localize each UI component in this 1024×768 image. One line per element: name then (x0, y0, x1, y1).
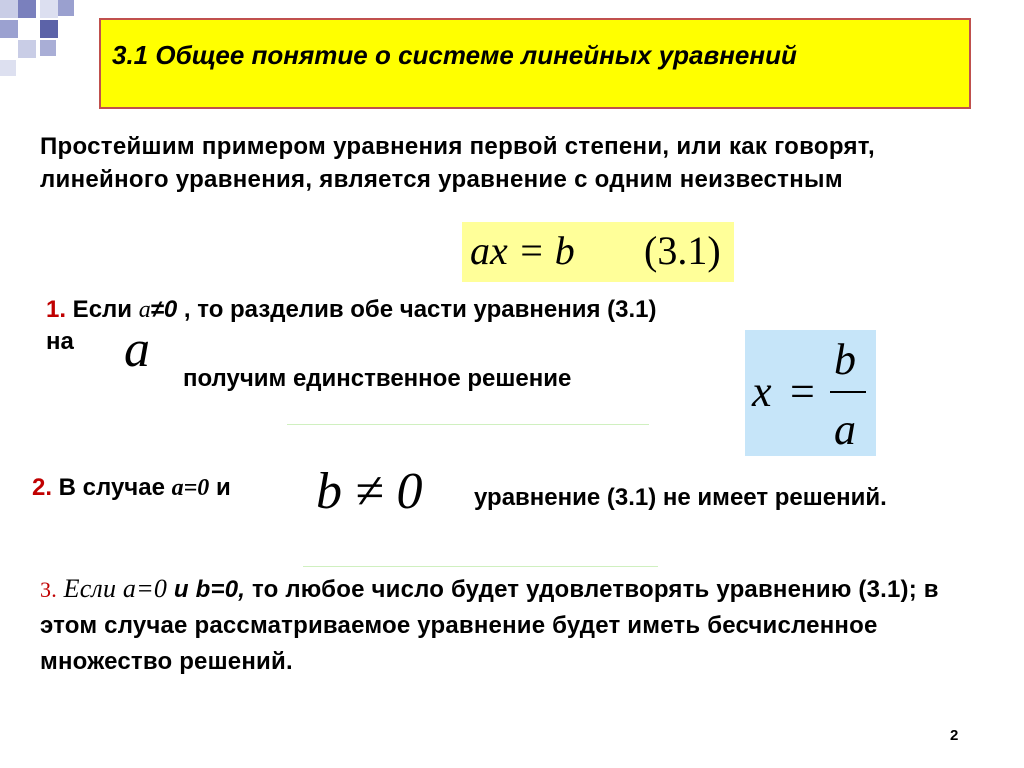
item-3-text-a: Если (56, 574, 123, 603)
equation-main: ax = b (470, 228, 575, 273)
equation-number: (3.1) (644, 228, 721, 273)
item-1-result: получим единственное решение (183, 365, 572, 392)
fraction-bar (830, 391, 866, 393)
item-2-number: 2. (32, 474, 53, 501)
item-3-number: 3. (40, 577, 57, 602)
item-1-line2: на (46, 328, 74, 355)
item-2-math: b ≠ 0 (316, 463, 423, 520)
intro-paragraph: Простейшим примером уравнения первой степени, или как говорят, линейного уравнения, является уравнение с одним неизвестным (40, 133, 875, 193)
item-1-big-var: a (124, 321, 150, 378)
formula-equals: = (790, 367, 815, 416)
item-1-var-a: a (138, 297, 151, 323)
item-2-cond: a=0 (171, 475, 210, 501)
formula-denominator: a (834, 405, 856, 454)
item-3-cond: a=0 (122, 574, 168, 603)
item-1-text-a: Если (66, 296, 139, 323)
divider-line (287, 424, 649, 425)
item-3-rest: то любое число будет удовлетворять уравнению (3.1); в этом случае рассматриваемое уравнение будет иметь бесчисленное множество решений. (40, 576, 939, 675)
item-2-result: уравнение (3.1) не имеет решений. (474, 484, 887, 511)
divider-line (303, 566, 658, 567)
item-2-line (32, 474, 231, 502)
item-3-text-b: и b=0, (167, 576, 246, 603)
item-1-number: 1. (46, 296, 67, 323)
page-number: 2 (950, 727, 959, 744)
item-1-line (46, 293, 976, 327)
slide-title: 3.1 Общее понятие о системе линейных уравнений (112, 40, 797, 70)
item-1-text-b: ≠0 (150, 296, 178, 323)
item-3-paragraph (40, 571, 990, 680)
item-2-text-b: и (209, 474, 231, 501)
item-1-text-c: , то разделив обе части уравнения (3.1) (177, 296, 657, 323)
item-2-text-a: В случае (52, 474, 172, 501)
formula-numerator: b (834, 335, 856, 384)
formula-lhs: x (752, 367, 772, 416)
